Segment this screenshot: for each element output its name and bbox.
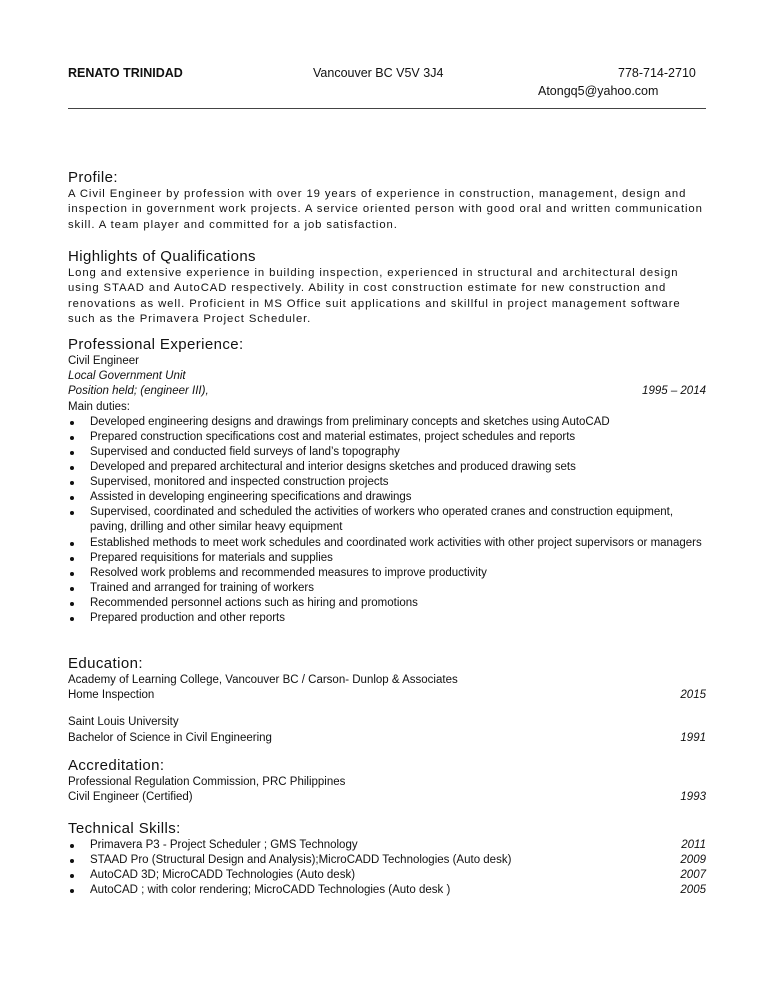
education-program: Home Inspection [68, 689, 155, 702]
skill-text: AutoCAD 3D; MicroCADD Technologies (Auto desk) [90, 869, 356, 882]
skill-year: 2007 [680, 869, 706, 882]
bullet-icon [70, 436, 74, 440]
list-item: Developed and prepared architectural and interior designs sketches and produced drawing sets [68, 460, 706, 475]
position-held: Position held; (engineer III), [68, 385, 209, 398]
bullet-icon [70, 617, 74, 621]
profile-section [68, 169, 706, 233]
education-school: Academy of Learning College, Vancouver BC / Carson- Dunlop & Associates [68, 674, 458, 686]
accreditation-heading: Accreditation: [68, 757, 165, 774]
profile-text: A Civil Engineer by profession with over 19 years of experience in construction, management, design and inspection in government work projects. A service oriented person with good oral and written communication skill. A team player and committed for a job satisfaction. [68, 188, 703, 231]
position-row [68, 384, 706, 399]
education-row [68, 688, 706, 703]
list-item [68, 868, 706, 883]
education-year: 2015 [680, 689, 706, 702]
list-item: Assisted in developing engineering specifications and drawings [68, 490, 706, 505]
list-item: Developed engineering designs and drawings from preliminary concepts and sketches using AutoCAD [68, 415, 706, 430]
education-program: Bachelor of Science in Civil Engineering [68, 731, 272, 744]
list-item [68, 838, 706, 853]
job-title: Civil Engineer [68, 355, 139, 367]
accreditation-row [68, 790, 706, 805]
bullet-icon [70, 844, 74, 848]
highlights-section [68, 248, 706, 327]
education-row [68, 731, 706, 746]
header-divider [68, 108, 706, 109]
accreditation-body: Professional Regulation Commission, PRC Philippines [68, 776, 346, 788]
experience-heading: Professional Experience: [68, 336, 244, 353]
bullet-icon [70, 466, 74, 470]
candidate-name: RENATO TRINIDAD [68, 66, 183, 80]
accreditation-year: 1993 [680, 791, 706, 804]
list-item: Prepared construction specifications cost and material estimates, project schedules and reports [68, 430, 706, 445]
skill-text: Primavera P3 - Project Scheduler ; GMS Technology [90, 839, 358, 851]
bullet-icon [70, 496, 74, 500]
bullet-icon [70, 421, 74, 425]
bullet-icon [70, 874, 74, 878]
list-item: Established methods to meet work schedules and coordinated work activities with other project supervisors or managers [68, 536, 706, 551]
list-item [68, 883, 706, 898]
education-school: Saint Louis University [68, 716, 179, 729]
skill-year: 2011 [681, 839, 706, 851]
accreditation-section [68, 757, 706, 805]
skills-section [68, 820, 706, 898]
candidate-phone: 778-714-2710 [618, 66, 696, 80]
bullet-icon [70, 572, 74, 576]
bullet-icon [70, 542, 74, 546]
spacer [68, 703, 706, 715]
list-item: Prepared requisitions for materials and supplies [68, 551, 706, 566]
skill-text: STAAD Pro (Structural Design and Analysis);MicroCADD Technologies (Auto desk) [90, 854, 512, 867]
profile-heading: Profile: [68, 169, 118, 186]
list-item: Trained and arranged for training of workers [68, 581, 706, 596]
duties-label: Main duties: [68, 400, 131, 413]
skills-heading: Technical Skills: [68, 820, 181, 837]
skill-year: 2009 [680, 854, 706, 867]
education-year: 1991 [680, 731, 706, 744]
bullet-icon [70, 889, 74, 893]
bullet-icon [70, 557, 74, 561]
candidate-email: Atongq5@yahoo.com [538, 84, 659, 98]
candidate-address: Vancouver BC V5V 3J4 [313, 66, 444, 80]
position-years: 1995 – 2014 [642, 385, 706, 398]
list-item: Prepared production and other reports [68, 611, 706, 626]
bullet-icon [70, 481, 74, 485]
bullet-icon [70, 511, 74, 515]
education-heading: Education: [68, 655, 143, 672]
list-item: Supervised, monitored and inspected construction projects [68, 475, 706, 490]
skills-list [68, 838, 706, 898]
skill-year: 2005 [680, 884, 706, 897]
bullet-icon [70, 451, 74, 455]
employer-unit: Local Government Unit [68, 370, 186, 383]
duties-list [68, 415, 706, 626]
list-item: Resolved work problems and recommended measures to improve productivity [68, 566, 706, 581]
list-item: Supervised and conducted field surveys of land’s topography [68, 445, 706, 460]
highlights-heading: Highlights of Qualifications [68, 248, 256, 265]
list-item: Supervised, coordinated and scheduled the activities of workers who operated cranes and construction equipment, paving, drilling and other similar heavy equipment [68, 505, 706, 535]
accreditation-credential: Civil Engineer (Certified) [68, 791, 193, 804]
list-item: Recommended personnel actions such as hiring and promotions [68, 596, 706, 611]
skill-text: AutoCAD ; with color rendering; MicroCADD Technologies (Auto desk ) [90, 884, 451, 897]
bullet-icon [70, 602, 74, 606]
highlights-text: Long and extensive experience in building inspection, experienced in structural and architectural design using STAAD and AutoCAD respectively. Ability in cost construction estimate for new construction and renovations as well. Proficient in MS Office suit applications and skillful in project management software such as the Primavera Project Scheduler. [68, 267, 681, 325]
experience-section [68, 336, 706, 626]
education-section [68, 655, 706, 746]
bullet-icon [70, 587, 74, 591]
list-item [68, 853, 706, 868]
bullet-icon [70, 859, 74, 863]
